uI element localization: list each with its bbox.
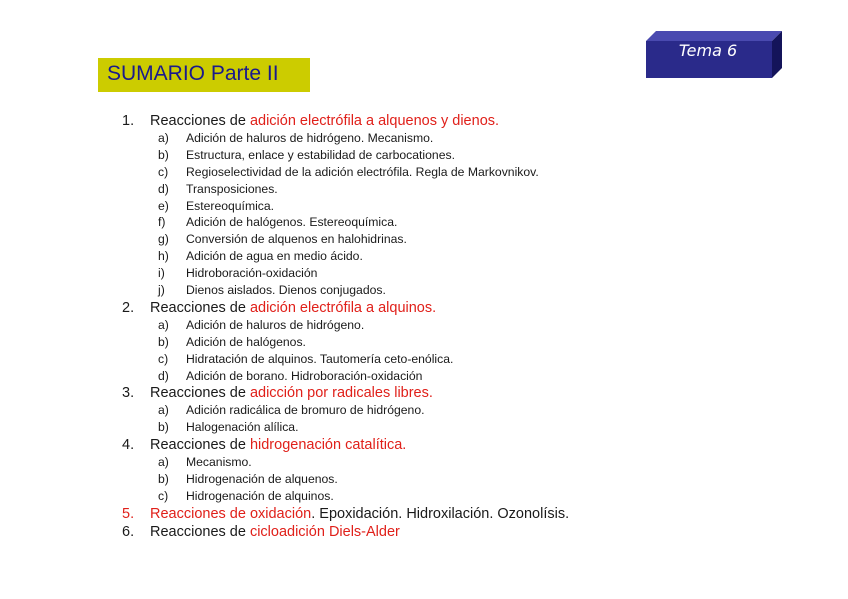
outline-subitem	[122, 351, 822, 368]
summary-title-box	[98, 58, 310, 92]
page-title: SUMARIO Parte II	[107, 62, 279, 85]
item-prefix: Reacciones de	[150, 523, 250, 540]
item-highlight: cicloadición Diels-Alder	[249, 523, 400, 540]
item-number: 4.	[122, 437, 135, 454]
outline-subitem	[122, 130, 822, 147]
item-number: 6.	[122, 523, 135, 540]
subitem-text: Hidratación de alquinos. Tautomería ceto-enólica.	[186, 351, 454, 366]
subitem-letter: c)	[158, 489, 169, 504]
item-highlight: Reacciones de oxidación	[150, 505, 312, 522]
item-text	[150, 436, 406, 454]
item-prefix: Reacciones de	[150, 299, 250, 316]
subitem-letter: a)	[158, 455, 169, 470]
item-number: 5.	[122, 505, 135, 522]
item-highlight: adición electrófila a alquenos y dienos.	[249, 113, 500, 129]
outline-subitem	[122, 147, 822, 164]
outline-subitem	[122, 198, 822, 215]
outline-item	[122, 436, 822, 454]
subitem-text: Adición de halógenos.	[186, 334, 306, 349]
outline-subitem	[122, 488, 822, 505]
subitem-text: Mecanismo.	[186, 455, 252, 470]
subitem-letter: a)	[158, 317, 169, 332]
outline-subitem	[122, 248, 822, 265]
subitem-letter: f)	[158, 215, 166, 230]
outline-subitem	[122, 265, 822, 282]
outline-item	[122, 299, 822, 317]
subitem-letter: c)	[158, 164, 169, 179]
outline-subitem	[122, 334, 822, 351]
tema-badge	[646, 31, 782, 78]
subitem-letter: d)	[158, 368, 169, 383]
item-prefix: Reacciones de	[150, 385, 250, 402]
outline-item	[122, 505, 822, 523]
subitem-letter: c)	[158, 351, 169, 366]
subitem-text: Adición de halógenos. Estereoquímica.	[186, 215, 398, 230]
subitem-letter: j)	[158, 283, 165, 298]
item-highlight: adición electrófila a alquinos.	[249, 299, 437, 316]
subitem-text: Adición de haluros de hidrógeno. Mecanismo.	[186, 131, 434, 145]
subitem-text: Adición de borano. Hidroboración-oxidación	[186, 368, 423, 383]
item-prefix: Reacciones de	[150, 437, 250, 454]
outline-subitem	[122, 454, 822, 471]
subitem-text: Hidrogenación de alquenos.	[186, 472, 338, 487]
subitem-letter: b)	[158, 147, 169, 162]
subitem-text: Estructura, enlace y estabilidad de carbocationes.	[186, 147, 455, 162]
outline-subitem	[122, 231, 822, 248]
item-text	[150, 505, 569, 523]
subitem-text: Adición de agua en medio ácido.	[186, 249, 363, 264]
outline-item	[122, 523, 822, 541]
subitem-text: Transposiciones.	[186, 181, 278, 196]
outline-item	[122, 112, 822, 130]
subitem-letter: b)	[158, 334, 169, 349]
item-highlight: adicción por radicales libres.	[249, 385, 433, 402]
subitem-letter: b)	[158, 420, 169, 435]
subitem-text: Dienos aislados. Dienos conjugados.	[186, 283, 386, 298]
subitem-letter: e)	[158, 198, 169, 213]
subitem-text: Hidroboración-oxidación	[186, 266, 318, 281]
outline-subitem	[122, 181, 822, 198]
subitem-text: Adición radicálica de bromuro de hidrógeno.	[186, 403, 425, 418]
item-text	[150, 384, 433, 402]
subitem-letter: b)	[158, 472, 169, 487]
subitem-letter: h)	[158, 249, 169, 264]
outline-subitem	[122, 419, 822, 436]
subitem-text: Hidrogenación de alquinos.	[186, 489, 334, 504]
summary-outline	[122, 112, 822, 541]
item-suffix: . Epoxidación. Hidroxilación. Ozonolísis.	[311, 505, 570, 522]
subitem-text: Adición de haluros de hidrógeno.	[186, 317, 365, 332]
subitem-text: Halogenación alílica.	[186, 420, 299, 435]
subitem-letter: a)	[158, 131, 169, 145]
item-number: 1.	[122, 113, 135, 129]
item-prefix: Reacciones de	[150, 113, 250, 129]
subitem-text: Conversión de alquenos en halohidrinas.	[186, 232, 407, 247]
subitem-text: Regioselectividad de la adición electrófila. Regla de Markovnikov.	[186, 164, 539, 179]
item-text	[150, 523, 400, 541]
subitem-text: Estereoquímica.	[186, 198, 275, 213]
outline-subitem	[122, 164, 822, 181]
item-text	[150, 299, 436, 317]
subitem-letter: i)	[158, 266, 165, 281]
outline-subitem	[122, 282, 822, 299]
subitem-letter: a)	[158, 403, 169, 418]
outline-subitem	[122, 368, 822, 385]
item-highlight: hidrogenación catalítica.	[249, 437, 407, 454]
outline-item	[122, 384, 822, 402]
outline-subitem	[122, 402, 822, 419]
outline-subitem	[122, 471, 822, 488]
item-text	[150, 112, 499, 130]
item-number: 3.	[122, 385, 135, 402]
outline-subitem	[122, 214, 822, 231]
subitem-letter: g)	[158, 232, 169, 247]
outline-subitem	[122, 317, 822, 334]
item-number: 2.	[122, 299, 135, 316]
subitem-letter: d)	[158, 181, 169, 196]
tema-label: Tema 6	[678, 41, 738, 60]
